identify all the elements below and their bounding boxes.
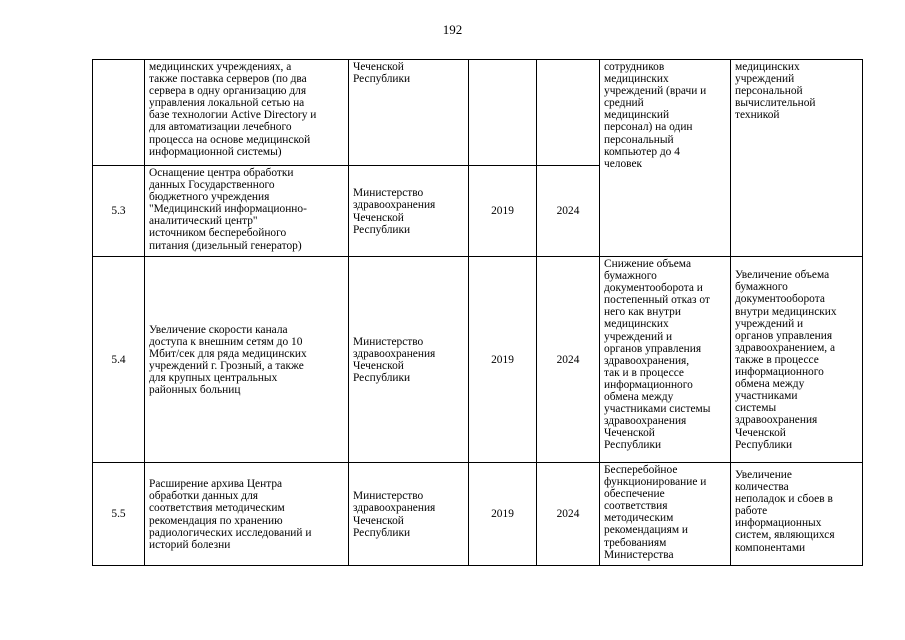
executor-line: Чеченской <box>353 61 404 73</box>
measures-table <box>92 59 863 566</box>
activity-line: управления локальной сетью на <box>149 97 305 110</box>
indicator-cell <box>731 257 863 463</box>
result-line: медицинских <box>604 318 669 331</box>
indicator-line: работе <box>735 505 768 518</box>
executor-line: Чеченской <box>353 514 404 527</box>
indicator-line: информационного <box>735 366 824 379</box>
activity-line: сервера в одну организацию для <box>149 85 307 98</box>
result-line: здравоохранения <box>604 415 687 428</box>
indicator-line: информационных <box>735 517 822 530</box>
indicator-line: вычислительной <box>735 97 816 110</box>
executor-cell <box>349 463 469 566</box>
table-row <box>93 463 863 566</box>
result-line: функционирование и <box>604 476 707 489</box>
result-line: постепенный отказ от <box>604 294 710 307</box>
indicator-line: учреждений и <box>735 317 804 330</box>
start-year-cell: 2019 <box>469 166 537 257</box>
start-year-cell: 2019 <box>469 463 537 566</box>
activity-line: для крупных центральных <box>149 372 278 385</box>
executor-line: Министерство <box>353 187 424 200</box>
result-line: средний <box>604 97 644 110</box>
result-cell <box>600 257 731 463</box>
executor-line: здравоохранения <box>353 347 436 360</box>
indicator-line: техникой <box>735 109 780 122</box>
result-line: медицинских <box>604 73 669 86</box>
end-year-cell: 2024 <box>537 257 600 463</box>
executor-cell <box>349 60 469 166</box>
executor-line: Республики <box>353 73 411 86</box>
activity-cell <box>145 166 349 257</box>
indicator-line: медицинских <box>735 61 800 73</box>
result-line: учреждений (врачи и <box>604 85 707 98</box>
row-number-cell: 5.4 <box>93 257 145 463</box>
executor-line: здравоохранения <box>353 502 436 515</box>
activity-line: аналитический центр" <box>149 215 258 228</box>
indicator-line: Республики <box>735 438 793 451</box>
indicator-line: системы <box>735 402 777 415</box>
result-line: органов управления <box>604 342 702 355</box>
executor-line: Республики <box>353 526 411 539</box>
activity-line: для автоматизации лечебного <box>149 121 292 134</box>
result-line: медицинский <box>604 109 670 122</box>
activity-line: Оснащение центра обработки <box>149 167 294 179</box>
result-line: документооборота и <box>604 282 703 295</box>
result-line: персональный <box>604 133 674 146</box>
result-line: так и в процессе <box>604 366 684 379</box>
activity-line: медицинских учреждениях, а <box>149 61 292 73</box>
indicator-line: Чеченской <box>735 426 786 439</box>
table-row <box>93 60 863 166</box>
result-line: Министерства <box>604 548 674 561</box>
result-line: Чеченской <box>604 427 655 440</box>
result-line: человек <box>604 157 643 170</box>
activity-line: Мбит/сек для ряда медицинских <box>149 347 307 360</box>
activity-line: Увеличение скорости канала <box>149 323 288 336</box>
executor-line: Республики <box>353 223 411 236</box>
result-line: здравоохранения, <box>604 354 690 367</box>
table-row <box>93 257 863 463</box>
result-line: участниками системы <box>604 403 711 416</box>
indicator-line: компонентами <box>735 541 806 554</box>
activity-line: также поставка серверов (по два <box>149 73 307 86</box>
result-line: него как внутри <box>604 306 681 319</box>
activity-line: Расширение архива Центра <box>149 478 283 491</box>
indicator-line: здравоохранением, а <box>735 341 836 354</box>
result-line: компьютер до 4 <box>604 145 680 158</box>
result-line: соответствия <box>604 500 668 513</box>
result-line: сотрудников <box>604 61 665 73</box>
result-line: информационного <box>604 378 693 391</box>
executor-cell <box>349 166 469 257</box>
result-line: требованиям <box>604 536 667 549</box>
result-cell <box>600 60 731 257</box>
activity-line: "Медицинский информационно- <box>149 203 307 216</box>
end-year-cell: 2024 <box>537 166 600 257</box>
executor-cell <box>349 257 469 463</box>
indicator-line: персональной <box>735 85 803 98</box>
start-year-cell: 2019 <box>469 257 537 463</box>
activity-cell <box>145 257 349 463</box>
indicator-cell <box>731 463 863 566</box>
activity-line: рекомендация по хранению <box>149 514 283 527</box>
result-line: обеспечение <box>604 488 665 501</box>
activity-line: базе технологии Active Directory и <box>149 109 317 122</box>
result-line: обмена между <box>604 391 674 404</box>
result-line: бумажного <box>604 270 657 283</box>
executor-line: Министерство <box>353 490 424 503</box>
result-line: Бесперебойное <box>604 464 678 476</box>
executor-line: Республики <box>353 372 411 385</box>
result-cell <box>600 463 731 566</box>
result-line: персонал) на один <box>604 121 693 134</box>
executor-line: Чеченской <box>353 360 404 372</box>
end-year-cell <box>537 60 600 166</box>
indicator-line: неполадок и сбоев в <box>735 493 833 506</box>
page-number: 192 <box>442 22 463 37</box>
indicator-line: органов управления <box>735 329 833 342</box>
indicator-line: документооборота <box>735 293 825 306</box>
activity-line: питания (дизельный генератор) <box>149 239 302 252</box>
indicator-line: Увеличение <box>735 469 792 481</box>
indicator-line: Увеличение объема <box>735 269 830 282</box>
indicator-line: обмена между <box>735 378 805 391</box>
executor-line: Министерство <box>353 335 424 348</box>
activity-line: историй болезни <box>149 538 231 551</box>
indicator-line: учреждений <box>735 73 795 86</box>
activity-line: данных Государственного <box>149 179 275 192</box>
activity-cell <box>145 60 349 166</box>
activity-line: источником бесперебойного <box>149 227 287 240</box>
result-line: Республики <box>604 439 662 452</box>
activity-line: информационной системы) <box>149 145 282 158</box>
indicator-line: участниками <box>735 390 798 403</box>
executor-line: здравоохранения <box>353 199 436 212</box>
result-line: учреждений и <box>604 330 673 343</box>
activity-line: районных больниц <box>149 384 241 397</box>
indicator-line: бумажного <box>735 281 788 294</box>
activity-line: бюджетного учреждения <box>149 191 270 204</box>
activity-line: доступа к внешним сетям до 10 <box>149 335 303 348</box>
row-number-cell: 5.5 <box>93 463 145 566</box>
activity-line: обработки данных для <box>149 490 258 503</box>
indicator-line: количества <box>735 481 789 494</box>
indicator-cell <box>731 60 863 257</box>
activity-cell <box>145 463 349 566</box>
activity-line: процесса на основе медицинской <box>149 133 311 146</box>
end-year-cell: 2024 <box>537 463 600 566</box>
result-line: рекомендациям и <box>604 524 688 537</box>
row-number-cell <box>93 60 145 166</box>
executor-line: Чеченской <box>353 211 404 224</box>
indicator-line: внутри медицинских <box>735 305 837 318</box>
indicator-line: также в процессе <box>735 353 819 366</box>
result-line: методическим <box>604 512 674 525</box>
activity-line: соответствия методическим <box>149 502 285 515</box>
row-number-cell: 5.3 <box>93 166 145 257</box>
result-line: Снижение объема <box>604 258 691 270</box>
indicator-line: здравоохранения <box>735 414 818 427</box>
indicator-line: систем, являющихся <box>735 529 835 542</box>
activity-line: радиологических исследований и <box>149 526 312 539</box>
activity-line: учреждений г. Грозный, а также <box>149 360 304 372</box>
start-year-cell <box>469 60 537 166</box>
